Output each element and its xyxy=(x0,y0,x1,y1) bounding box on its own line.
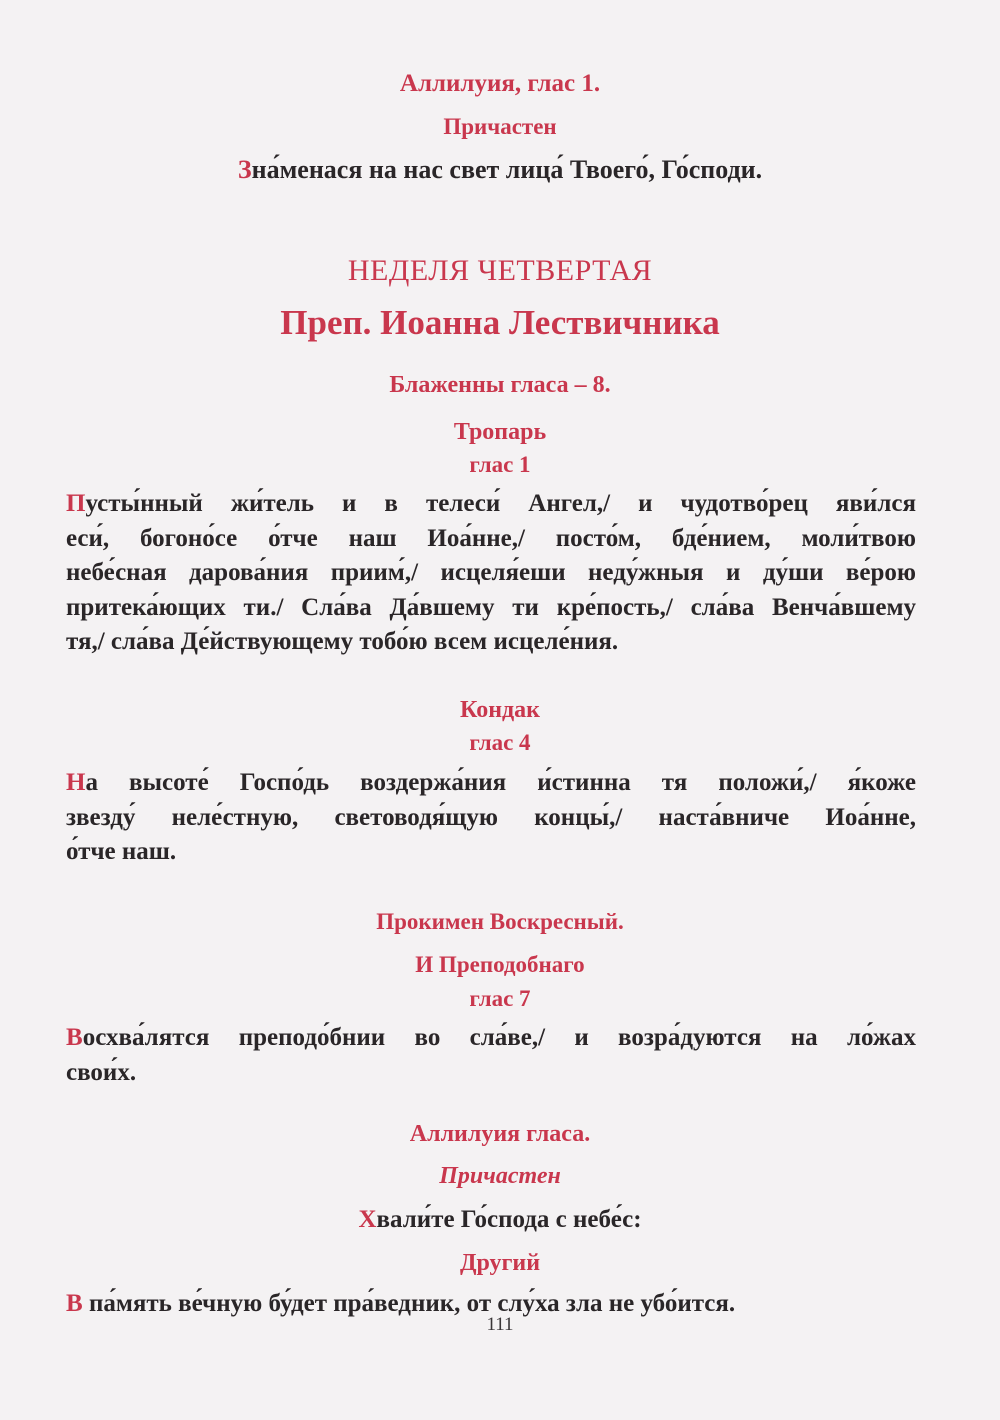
communion-verse xyxy=(0,155,1000,185)
page-number: 111 xyxy=(486,1314,514,1335)
drop-cap: Н xyxy=(66,769,86,796)
kontakion-text xyxy=(66,766,916,870)
text-line: Восхва́лятся преподо́бнии во сла́ве,/ и возра́дуются на ло́жах xyxy=(66,1024,916,1051)
alleluia-line xyxy=(0,70,1000,98)
troparion-text xyxy=(66,487,916,660)
prokeimenon-tone: глас 7 xyxy=(469,986,531,1011)
text-line: свои́х. xyxy=(66,1058,137,1086)
text-line: тя,/ сла́ва Де́йствующему тобо́ю всем исцеле́ния. xyxy=(66,628,619,655)
communion-heading: Причастен xyxy=(443,114,557,139)
prokeimenon-heading: Прокимен Воскресный. xyxy=(376,909,624,934)
text-line: небе́сная дарова́ния приим́,/ исцеля́еши неду́жныя и ду́ши ве́рою xyxy=(66,559,916,586)
text-line: о́тче наш. xyxy=(66,838,177,865)
alleluia-tone: гласа. xyxy=(526,1121,591,1147)
text-line: звезду́ неле́стную, световодя́щую концы́,/ наста́вниче Иоа́нне, xyxy=(66,803,916,831)
drop-cap: З xyxy=(237,155,252,184)
troparion-tone: глас 1 xyxy=(469,452,531,477)
alleluia-line-2 xyxy=(0,1121,1000,1148)
troparion-heading: Тропарь xyxy=(453,419,547,445)
kontakion-tone: глас 4 xyxy=(469,730,531,755)
communion-text: вали́те Го́спода с небе́с: xyxy=(376,1206,642,1233)
other-text: па́мять ве́чную бу́дет пра́ведник, от слу́ха зла не убо́ится. xyxy=(82,1290,736,1317)
drop-cap: В xyxy=(66,1290,83,1317)
alleluia-word: Аллилуия xyxy=(409,1121,521,1147)
drop-cap: П xyxy=(66,490,86,517)
prokeimenon-text xyxy=(66,1021,916,1090)
drop-cap: Х xyxy=(358,1206,377,1233)
alleluia-tone: глас 1. xyxy=(527,70,601,97)
text-line: притека́ющих ти./ Сла́ва Да́вшему ти кре́пость,/ сла́ва Венча́вшему xyxy=(66,593,916,621)
communion-text: на́менася на нас свет лица́ Твоего́, Го́споди. xyxy=(251,155,763,184)
kontakion-heading: Кондак xyxy=(459,697,540,723)
communion-verse-2 xyxy=(0,1206,1000,1234)
week-title: НЕДЕЛЯ ЧЕТВЕРТАЯ xyxy=(347,254,653,287)
alleluia-word: Аллилуия, xyxy=(399,70,522,97)
text-line: На высоте́ Госпо́дь воздержа́ния и́стинна тя положи́,/ я́коже xyxy=(66,769,916,796)
text-line: Пусты́нный жи́тель и в телеси́ Ангел,/ и чудотво́рец яви́лся xyxy=(66,490,916,517)
week-subtitle: Преп. Иоанна Лествичника xyxy=(280,303,720,342)
other-heading: Другий xyxy=(459,1250,541,1276)
beatitudes-heading: Блаженны гласа – 8. xyxy=(389,372,611,398)
text-line: еси́, богоно́се о́тче наш Иоа́нне,/ посто́м, бде́нием, моли́твою xyxy=(66,524,916,552)
prokeimenon-heading-2: И Преподобнаго xyxy=(415,952,585,977)
drop-cap: В xyxy=(66,1024,83,1051)
communion-heading-2: Причастен xyxy=(439,1163,561,1189)
